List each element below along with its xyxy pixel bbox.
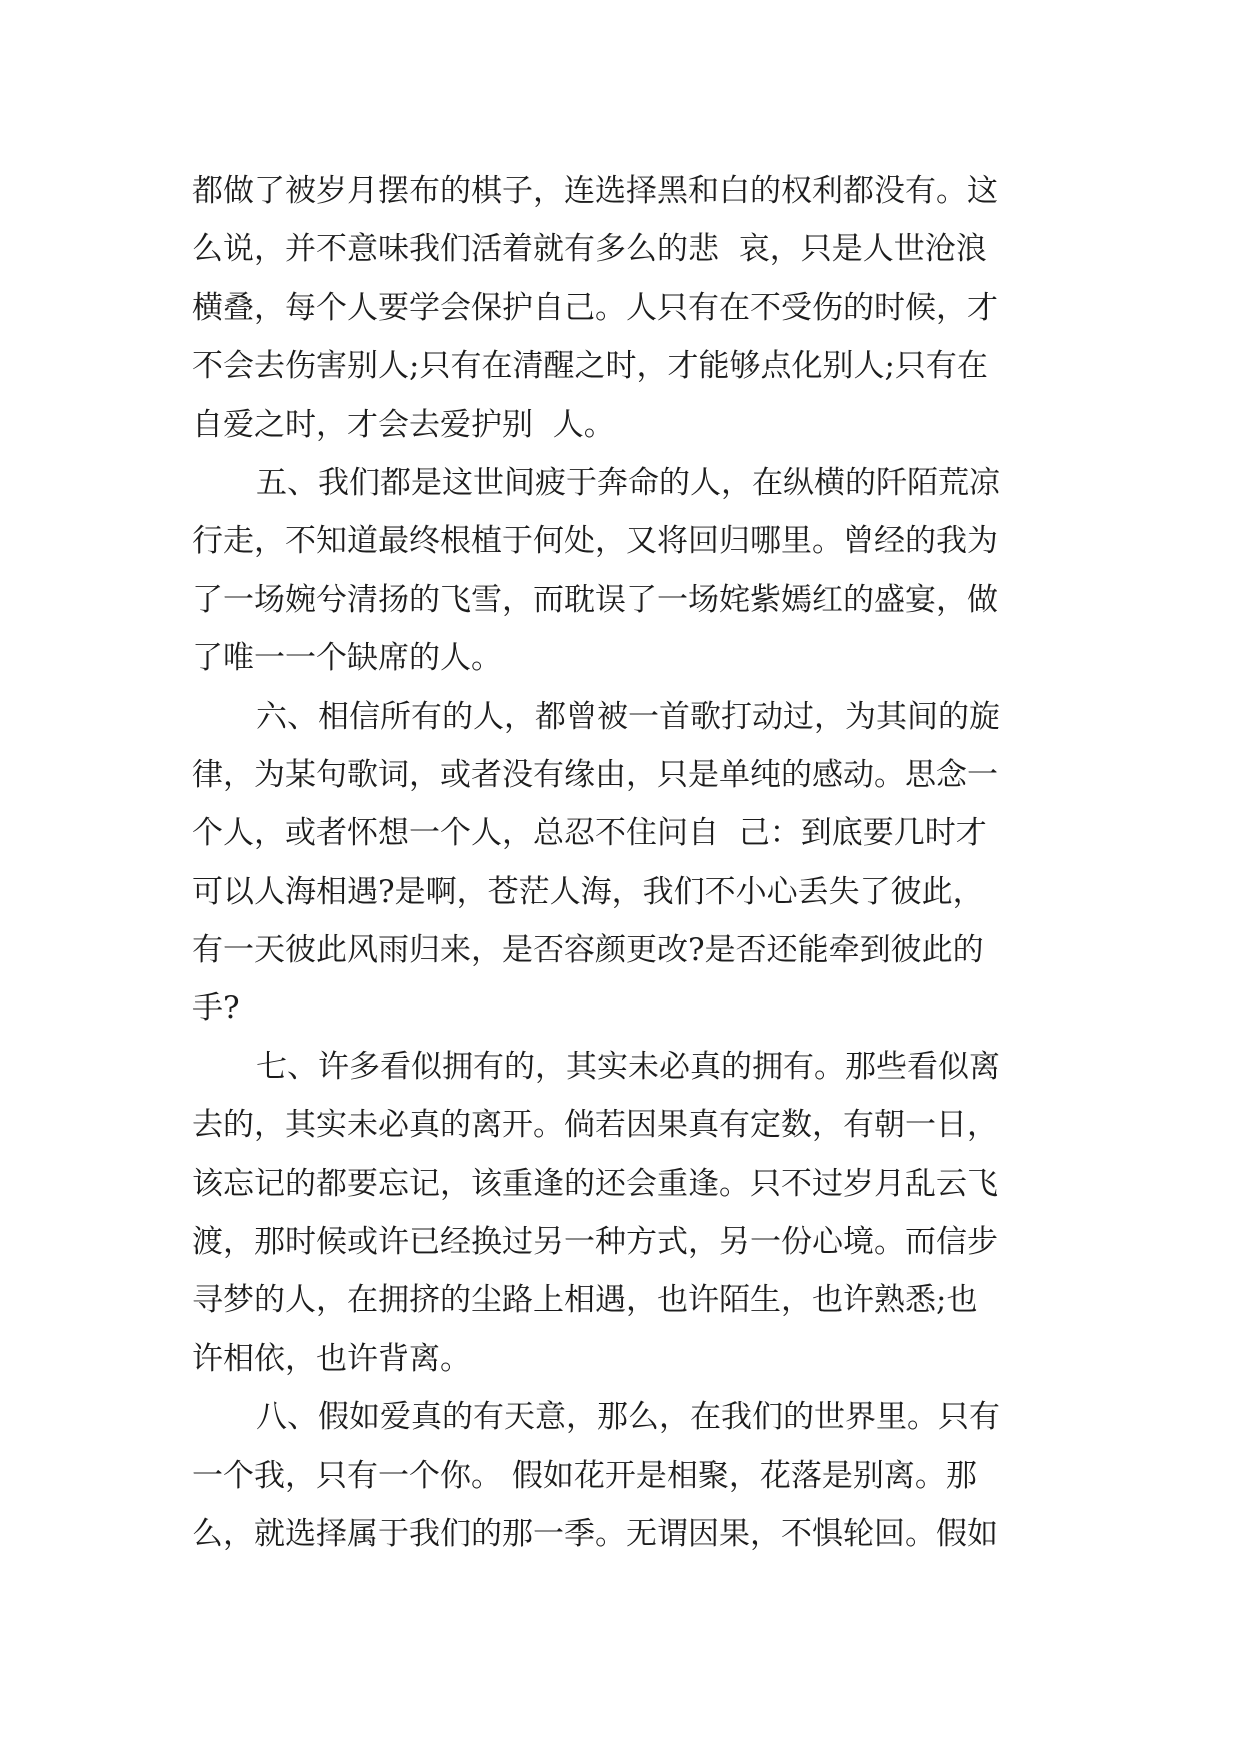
text-line: 么说，并不意味我们活着就有多么的悲 哀，只是人世沧浪 xyxy=(192,231,987,268)
text-line: 了一场婉兮清扬的飞雪，而耽误了一场姹紫嫣红的盛宴，做 xyxy=(192,581,998,618)
text-line: 律，为某句歌词，或者没有缘由，只是单纯的感动。思念一 xyxy=(192,756,998,793)
text-line: 个人，或者怀想一个人，总忍不住问自 己：到底要几时才 xyxy=(192,815,987,852)
text-line: 手? xyxy=(192,990,240,1027)
text-line: 去的，其实未必真的离开。倘若因果真有定数，有朝一日， xyxy=(192,1107,998,1144)
paragraph-start-line: 五、我们都是这世间疲于奔命的人，在纵横的阡陌荒凉 xyxy=(256,464,1000,501)
text-line: 行走，不知道最终根植于何处，又将回归哪里。曾经的我为 xyxy=(192,523,998,560)
text-line: 自爱之时，才会去爱护别 人。 xyxy=(192,406,615,443)
text-line: 寻梦的人，在拥挤的尘路上相遇，也许陌生，也许熟悉;也 xyxy=(192,1282,978,1319)
text-line: 不会去伤害别人;只有在清醒之时，才能够点化别人;只有在 xyxy=(192,348,988,385)
text-line: 一个我，只有一个你。 假如花开是相聚，花落是别离。那 xyxy=(192,1457,977,1494)
text-line: 有一天彼此风雨归来，是否容颜更改?是否还能牵到彼此的 xyxy=(192,932,984,969)
text-line: 许相依，也许背离。 xyxy=(192,1340,471,1377)
text-line: 都做了被岁月摆布的棋子，连选择黑和白的权利都没有。这 xyxy=(192,173,998,209)
text-line: 该忘记的都要忘记，该重逢的还会重逢。只不过岁月乱云飞 xyxy=(192,1165,998,1202)
paragraph-start-line: 八、假如爱真的有天意，那么，在我们的世界里。只有 xyxy=(256,1399,1000,1436)
body-text xyxy=(192,162,1072,1563)
paragraph-start-line: 六、相信所有的人，都曾被一首歌打动过，为其间的旋 xyxy=(256,698,1000,735)
text-line: 渡，那时候或许已经换过另一种方式，另一份心境。而信步 xyxy=(192,1224,998,1261)
text-line: 横叠，每个人要学会保护自己。人只有在不受伤的时候，才 xyxy=(192,289,998,326)
text-line: 么，就选择属于我们的那一季。无谓因果，不惧轮回。假如 xyxy=(192,1515,998,1552)
text-line: 了唯一一个缺席的人。 xyxy=(192,640,502,677)
text-line: 可以人海相遇?是啊，苍茫人海，我们不小心丢失了彼此， xyxy=(192,873,984,910)
paragraph-start-line: 七、许多看似拥有的，其实未必真的拥有。那些看似离 xyxy=(256,1048,1000,1085)
